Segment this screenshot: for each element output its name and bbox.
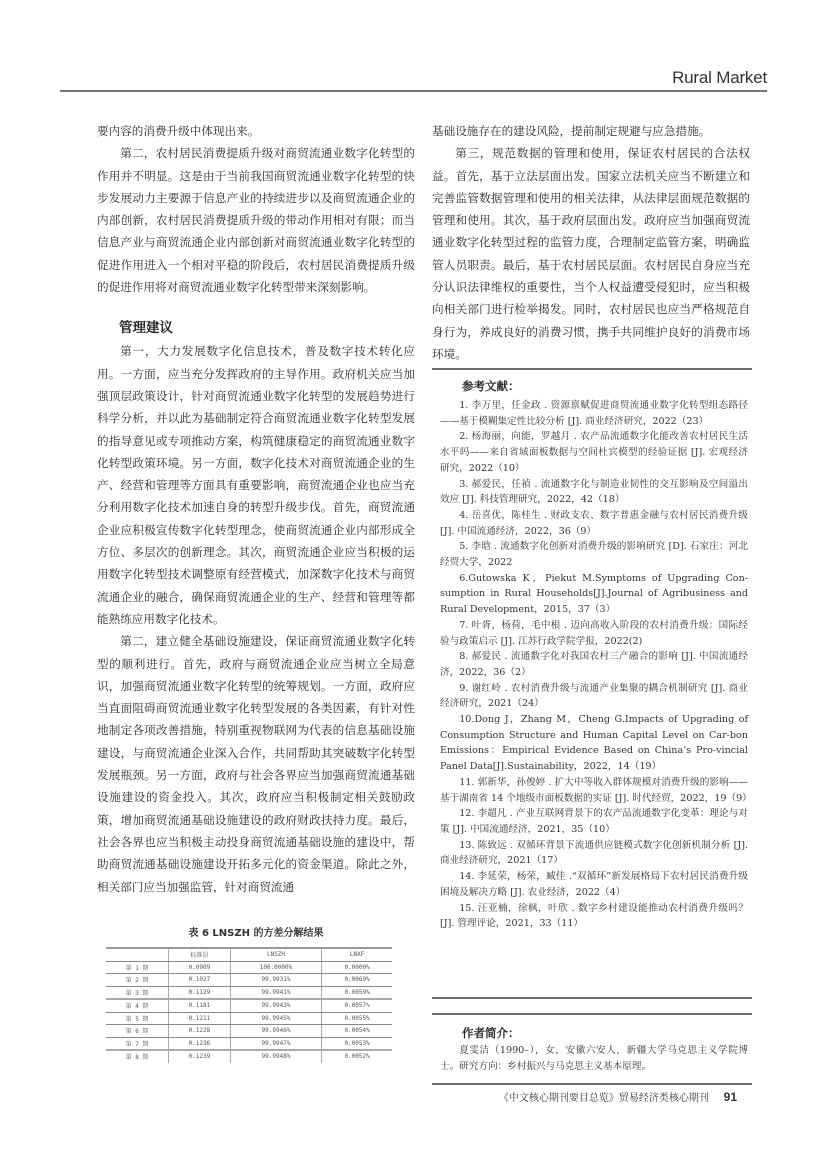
- table-cell: 第 5 期: [106, 1012, 169, 1025]
- reference-item: 4. 岳喜优，陈桂生 . 财政支农、数字普惠金融与农村居民消费升级 [J]. 中国流通经济，2022，36（9）: [440, 509, 748, 537]
- divider: [432, 368, 752, 370]
- table-cell: 0.0069%: [322, 974, 392, 987]
- paragraph: 第二，农村居民消费提质升级对商贸流通业数字化转型的作用并不明显。这是由于当前我国商贸流通业数字化转型的快步发展动力主要源于信息产业的持续进步以及商贸流通企业的内部创新，农村居民消费提质升级的带动作用相对有限；而当信息产业与商贸流通企业内部创新对商贸流通业数字化转型的促进作用进入一个相对平稳的阶段后，农村居民消费提质升级的促进作用将对商贸流通业数字化转型带来深刻影响。: [97, 146, 415, 295]
- table-cell: 0.0057%: [322, 999, 392, 1012]
- table-cell: 0.1129: [169, 986, 231, 999]
- table-cell: 0.0054%: [322, 1025, 392, 1038]
- table-cell: 0.1239: [169, 1050, 231, 1063]
- left-column: [97, 120, 415, 898]
- table-cell: 99.9946%: [230, 1025, 321, 1038]
- references-section: [432, 368, 752, 932]
- reference-item: 6.Gutowska K，Piekut M.Symptoms of Upgrading Con-sumption in Rural Households[J].Journal of Agribusiness and Rural Development，2015，37（3）: [440, 572, 748, 616]
- table-cell: 0.0053%: [322, 1037, 392, 1050]
- table-row: [106, 1012, 392, 1025]
- table-row: [106, 1037, 392, 1050]
- table-cell: 第 4 期: [106, 999, 169, 1012]
- reference-item: 14. 李延荣，杨荣，臧佳 .“双循环”新发展格局下农村居民消费升级困境及解决方略 [J]. 农业经济，2022（4）: [440, 871, 748, 898]
- references-list: [432, 398, 752, 932]
- table-row: [106, 974, 392, 987]
- table-cell: 0.1228: [169, 1025, 231, 1038]
- table-cell: 99.9943%: [230, 999, 321, 1012]
- table-cell: 第 1 期: [106, 961, 169, 974]
- reference-item: 2. 杨海丽，向能，罗越月 . 农产品流通数字化能改善农村居民生活水平吗——来自省域面板数据与空间杜宾模型的经验证据 [J]. 宏观经济研究，2022（10）: [440, 431, 748, 474]
- section-heading: 管理建议: [119, 320, 173, 337]
- reference-item: 1. 李万里，任金政 . 资源禀赋促进商贸流通业数字化转型组态路径——基于模糊集定性比较分析 [J]. 商业经济研究，2022（23）: [440, 400, 748, 427]
- table-cell: 0.1027: [169, 974, 231, 987]
- header-rule: [60, 90, 767, 92]
- reference-item: 5. 李晗 . 流通数字化创新对消费升级的影响研究 [D]. 石家庄：河北经贸大学，2022: [440, 541, 748, 569]
- running-header-title: Rural Market: [672, 68, 767, 87]
- reference-item: 8. 郝爱民 . 流通数字化对我国农村三产融合的影响 [J]. 中国流通经济，2022，36（2）: [440, 651, 748, 678]
- reference-item: 11. 郭新华，孙俊婷 . 扩大中等收入群体规模对消费升级的影响——基于湖南省 14 个地级市面板数据的实证 [J]. 时代经贸，2022，19（9）: [440, 776, 752, 804]
- reference-item: 12. 李超凡 . 产业互联网背景下的农产品流通数字化变革：理论与对策 [J]. 中国流通经济，2021，35（10）: [440, 808, 748, 835]
- references-title: 参考文献：: [462, 379, 520, 393]
- table-cell: 第 3 期: [106, 986, 169, 999]
- table-header-cell: 标准误: [169, 948, 231, 961]
- right-column: [432, 120, 750, 365]
- table-cell: 0.0055%: [322, 1012, 392, 1025]
- table-cell: 第 7 期: [106, 1037, 169, 1050]
- table-cell: 99.9948%: [230, 1050, 321, 1063]
- table-cell: 99.9931%: [230, 974, 321, 987]
- table-row: [106, 999, 392, 1012]
- reference-item: 13. 陈致远 . 双循环背景下流通供应链模式数字化创新机制分析 [J]. 商业经济研究，2021（17）: [440, 839, 748, 867]
- author-bio-section: [432, 997, 752, 1085]
- reference-item: 15. 汪亚楠，徐枫，叶欣 . 数字乡村建设能推动农村消费升级吗？ [J]. 管理评论，2021，33（11）: [440, 902, 748, 930]
- table-cell: 第 8 期: [125, 1054, 149, 1062]
- reference-item: 9. 谢红岭 . 农村消费升级与流通产业集聚的耦合机制研究 [J]. 商业经济研究，2021（24）: [440, 682, 748, 710]
- table-row: [106, 961, 392, 974]
- author-bio-text: 夏雯洁（1990–），女，安徽六安人，新疆大学马克思主义学院博士。研究方向：乡村振兴与马克思主义基本原理。: [440, 1045, 748, 1072]
- reference-item: 3. 郝爱民，任禎 . 流通数字化与制造业韧性的交互影响及空间溢出效应 [J]. 科技管理研究，2022，42（18）: [440, 478, 748, 506]
- table-cell: 99.9941%: [230, 986, 321, 999]
- divider: [432, 1083, 752, 1085]
- table-cell: 0.0000%: [322, 961, 392, 974]
- table-cell: 第 6 期: [106, 1025, 169, 1038]
- table-cell: 0.0059%: [322, 986, 392, 999]
- variance-decomposition-table: [106, 947, 392, 1063]
- paragraph: 第一，大力发展数字化信息技术，普及数字技术转化应用。一方面，应当充分发挥政府的主导作用。政府机关应当加强顶层政策设计，针对商贸流通业数字化转型的发展趋势进行科学分析，并以此为基础制定符合商贸流通业数字化转型发展的指导意见或专项推动方案，构筑健康稳定的商贸流通业数字化转型政策环境。另一方面，数字化技术对商贸流通企业的生产、经营和管理等方面具有重要影响，商贸流通企业也应当充分利用数字化技术加速自身的转型升级步伐。首先，商贸流通企业应积极宣传数字化转型理念，使商贸流通企业内部形成全方位、多层次的创新理念。其次，商贸流通企业应当积极的运用数字化转型技术调整原有经营模式，加深数字化技术与商贸流通企业的融合，确保商贸流通企业的生产、经营和管理等都能熟练应用数字化技术。: [97, 344, 415, 626]
- table-row: [106, 986, 392, 999]
- footer-journal: 《中文核心期刊要目总览》贸易经济类核心期刊: [498, 1093, 709, 1104]
- table-header-cell: LNSZH: [230, 948, 321, 961]
- reference-item: 10.Dong J，Zhang M，Cheng G.Impacts of Upgrading of Consumption Structure and Human Capital Level on Car-bon Emissions：Empirical Evidence Based on China’s Pro-vincial Panel Data[J].Sustainability，2022，14（19）: [440, 714, 748, 773]
- divider: [432, 1013, 752, 1015]
- table-cell: 第 2 期: [106, 974, 169, 987]
- table-cell: 99.9947%: [230, 1037, 321, 1050]
- paragraph: 第二，建立健全基础设施建设，保证商贸流通业数字化转型的顺利进行。首先，政府与商贸流通企业应当树立全局意识，加强商贸流通业数字化转型的统筹规划。一方面，政府应当直面阻碍商贸流通业数字化转型发展的各类因素，有针对性地制定各项改善措施，特别重视物联网为代表的信息基础设施建设，与商贸流通企业深入合作，共同帮助其突破数字化转型发展瓶颈。另一方面，政府与社会各界应当加强商贸流通基础设施建设的资金投入。其次，政府应当积极制定相关鼓励政策，增加商贸流通基础设施建设的政府财政扶持力度。最后，社会各界也应当积极主动投身商贸流通基础设施的建设中，帮助商贸流通基础设施建设开拓多元化的资金渠道。除此之外，相关部门应当加强监管，针对商贸流通: [97, 634, 415, 894]
- paragraph: 第三，规范数据的管理和使用，保证农村居民的合法权益。首先，基于立法层面出发。国家立法机关应当不断建立和完善监管数据管理和使用的相关法律，从法律层面规范数据的管理和使用。其次，基于政府层面出发。政府应当加强商贸流通业数字化转型过程的监管力度，合理制定监管方案，明确监管人员职责。最后，基于农村居民层面。农村居民自身应当充分认识法律维权的重要性，当个人权益遭受侵犯时，应当积极向相关部门进行检举揭发。同时，农村居民也应当严格规范自身行为，养成良好的消费习惯，携手共同维护良好的消费市场环境。: [432, 146, 750, 361]
- page-number: 91: [723, 1090, 737, 1104]
- page-footer: [499, 1089, 737, 1104]
- table-cell: 0.0909: [169, 961, 231, 974]
- table-cell: 0.1211: [169, 1012, 231, 1025]
- reference-item: 7. 叶胥，杨荷，毛中根 . 迈向高收入阶段的农村消费升级：国际经验与政策启示 [J]. 江苏行政学院学报，2022(2): [440, 619, 748, 647]
- author-bio-title: 作者简介：: [462, 1026, 520, 1040]
- table-cell: 99.9945%: [230, 1012, 321, 1025]
- table-cell: 0.1181: [169, 999, 231, 1012]
- table-row: [106, 1025, 392, 1038]
- paragraph: 要内容的消费升级中体现出来。: [97, 124, 260, 138]
- table-header-cell: LNXF: [322, 948, 392, 961]
- table-caption: 表 6 LNSZH 的方差分解结果: [188, 928, 324, 939]
- table-cell: 100.0000%: [230, 961, 321, 974]
- table-header-cell: [106, 948, 169, 961]
- table-cell: 0.1236: [169, 1037, 231, 1050]
- table-row: [106, 1050, 392, 1063]
- table-header-row: [106, 948, 392, 961]
- paragraph: 基础设施存在的建设风险，提前制定规避与应急措施。: [432, 124, 711, 138]
- table-cell: 0.0052%: [322, 1050, 392, 1063]
